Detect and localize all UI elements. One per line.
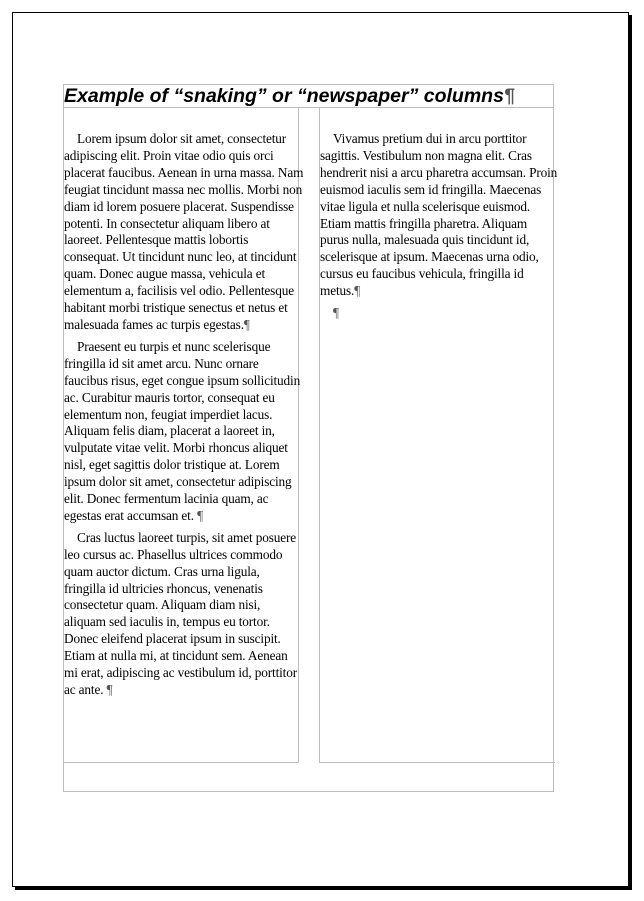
- pilcrow-mark: ¶: [503, 85, 515, 107]
- pilcrow-mark: ¶: [243, 316, 250, 332]
- pilcrow-mark: ¶: [106, 682, 113, 697]
- empty-paragraph[interactable]: [333, 305, 558, 322]
- paragraph[interactable]: Cras luctus laoreet turpis, sit amet posuere leo cursus ac. Phasellus ultrices commodo quam auctor dictum. Cras urna ligula, fringilla id ultricies rhoncus, venenatis consectetur quam. Aliquam diam nisi, aliquam sed iaculis in, tempus eu tortor. Donec eleifend placerat ipsum in suscipit. Etiam at nulla mi, at tincidunt sem. Aenean mi erat, adipiscing ac vestibulum id, porttitor ac ante. ¶: [64, 529, 297, 697]
- paragraph[interactable]: Vivamus pretium dui in arcu porttitor sagittis. Vestibulum non magna elit. Cras hendrerit nisi a arcu pharetra accumsan. Proin euismod iaculis sem id fringilla. Maecenas vitae ligula et nulla scelerisque euismod. Etiam mattis fringilla pharetra. Aliquam purus nulla, malesuada quis tincidunt id, scelerisque at ipsum. Maecenas urna odio, cursus eu faucibus vehicula, fringilla id metus.¶: [320, 131, 558, 299]
- pilcrow-mark: ¶: [354, 283, 361, 299]
- paragraph[interactable]: Lorem ipsum dolor sit amet, consectetur adipiscing elit. Proin vitae odio quis orci placerat faucibus. Aenean in urna massa. Nam feugiat tincidunt massa nec mollis. Morbi non diam id lorem posuere placerat. Suspendisse potenti. In consectetur aliquam libero at laoreet. Pellentesque mattis lobortis consequat. Ut tincidunt nunc leo, at tincidunt quam. Donec augue massa, vehicula et elementum a, facilisis vel odio. Pellentesque habitant morbi tristique senectus et netus et malesuada fames ac turpis egestas.¶: [64, 131, 304, 332]
- right-column[interactable]: [319, 108, 558, 763]
- document-heading[interactable]: Example of “snaking” or “newspaper” columns¶: [64, 84, 553, 108]
- pilcrow-mark: ¶: [197, 507, 203, 523]
- pilcrow-mark: ¶: [333, 305, 340, 321]
- paragraph[interactable]: Praesent eu turpis et nunc scelerisque fringilla id sit amet arcu. Nunc ornare faucibus risus, eget congue ipsum sollicitudin ac. Curabitur mauris tortor, consequat eu elementum non, feugiat imperdiet lacus. Aliquam felis diam, placerat a laoreet in, vulputate vitae velit. Morbi rhoncus aliquet nisl, eget sagittis dolor tristique at. Lorem ipsum dolor sit amet, consectetur adipiscing elit. Donec fermentum lacinia quam, ac egestas erat accumsan et. ¶: [64, 338, 301, 523]
- left-column[interactable]: [63, 108, 304, 763]
